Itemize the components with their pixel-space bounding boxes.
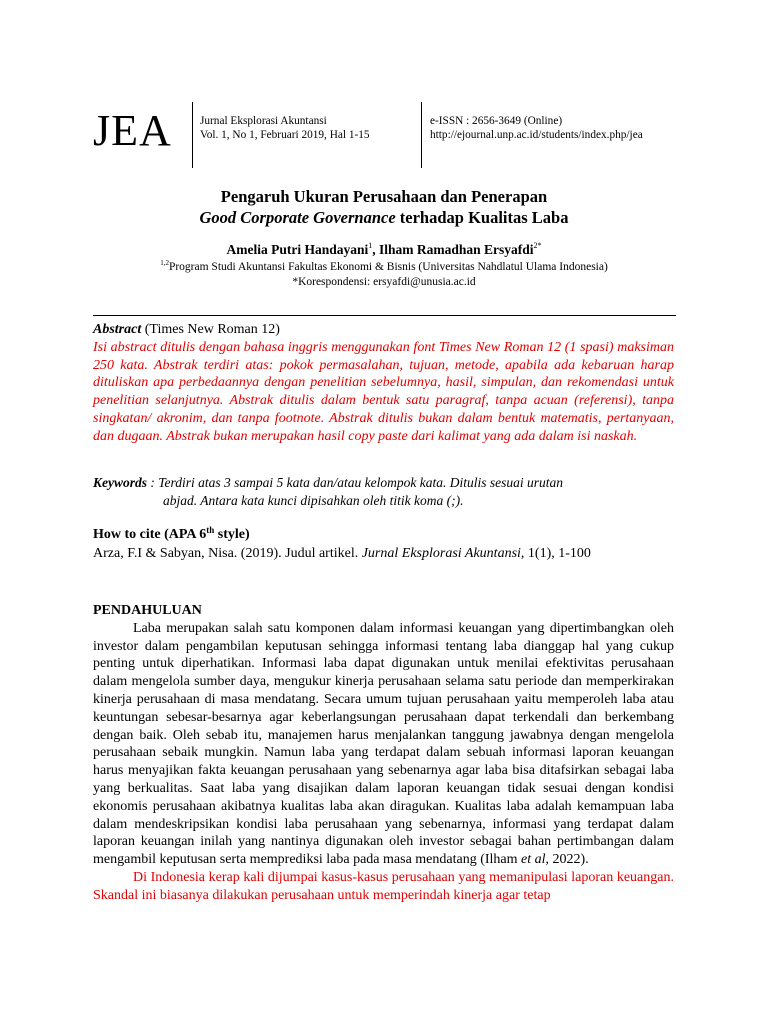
cite-reference	[93, 544, 693, 563]
journal-logo: JEA	[93, 106, 172, 155]
title-line-1: Pengaruh Ukuran Perusahaan dan Penerapan	[220, 187, 548, 206]
section-rule	[93, 315, 676, 316]
affiliation	[0, 260, 768, 275]
volume-info: Vol. 1, No 1, Februari 2019, Hal 1-15	[200, 129, 370, 141]
issn: e-ISSN : 2656-3649 (Online)	[430, 115, 563, 127]
section-heading: PENDAHULUAN	[93, 603, 202, 618]
journal-url[interactable]: http://ejournal.unp.ac.id/students/index.php/jea	[430, 129, 643, 141]
title-line-2-rest: terhadap Kualitas Laba	[395, 208, 569, 227]
cite-ref-journal: Jurnal Eksplorasi Akuntansi	[361, 546, 521, 561]
author-2-sup: 2*	[533, 241, 542, 250]
header-divider-right	[421, 102, 422, 168]
journal-name: Jurnal Eksplorasi Akuntansi	[200, 115, 327, 127]
title-italic-term: Good Corporate Governance	[199, 208, 396, 227]
author-1: Amelia Putri Handayani	[226, 242, 369, 257]
affiliation-sup: 1,2	[160, 259, 169, 267]
pendahuluan-section	[93, 602, 674, 905]
keywords-line-1	[93, 474, 638, 492]
header-divider-left	[192, 102, 193, 168]
cite-heading-post: style)	[214, 527, 250, 542]
paragraph-2: Di Indonesia kerap kali dijumpai kasus-kasus perusahaan yang memanipulasi laporan keuangan. Skandal ini biasanya dilakukan perusahaan untuk memperindah kinerja agar tetap	[93, 869, 674, 903]
abstract-text: Isi abstract ditulis dengan bahasa inggris menggunakan font Times New Roman 12 (1 spasi) maksiman 250 kata. Abstrak terdiri atas: pokok permasalahan, tujuan, metode, apabila ada kebaruan harap dituliskan apa perbedaannya dengan penelitian sebelumnya, hasil, simpulan, dan rekomendasi untuk penelitian selanjutnya. Abstrak ditulis dalam bentuk satu paragraf, tanpa acuan (referensi), tanpa singkatan/ akronim, dan tanpa footnote. Abstrak ditulis bukan dalam bentuk matematis, pertanyaan, dan dugaan. Abstrak bukan merupakan hasil copy paste dari kalimat yang ada dalam isi naskah.	[93, 339, 674, 444]
keywords-label: Keywords	[93, 475, 147, 490]
cite-ref-pre: Arza, F.I & Sabyan, Nisa. (2019). Judul artikel.	[93, 546, 362, 561]
cite-ref-post: , 1(1), 1-100	[520, 546, 591, 561]
author-1-sup: 1	[368, 241, 373, 250]
author-list	[0, 241, 768, 258]
paragraph-1	[93, 620, 674, 869]
keywords-line-2: abjad. Antara kata kunci dipisahkan oleh titik koma (;).	[163, 492, 464, 508]
title-line-2	[0, 207, 768, 228]
cite-heading	[93, 525, 693, 544]
abstract-label-note: (Times New Roman 12)	[141, 322, 280, 337]
abstract-label: Abstract	[93, 322, 142, 337]
correspondence: *Korespondensi: ersyafdi@unusia.ac.id	[292, 276, 476, 288]
paragraph-1-end: , 2022).	[545, 852, 589, 868]
author-2: Ilham Ramadhan Ersyafdi	[378, 242, 534, 257]
affiliation-text: Program Studi Akuntansi Fakultas Ekonomi & Bisnis (Universitas Nahdlatul Ulama Indonesia)	[168, 261, 608, 273]
author-separator: ,	[372, 242, 379, 257]
abstract-heading	[93, 321, 674, 339]
abstract-section	[93, 321, 674, 446]
paragraph-1-etal: et al	[521, 852, 546, 868]
paper-title	[0, 186, 768, 228]
keywords-section	[93, 474, 638, 510]
paragraph-1-text: Laba merupakan salah satu komponen dalam informasi keuangan yang dipertimbangkan oleh investor dalam pengambilan keputusan sehingga informasi tentang laba dianggap hal yang cukup penting untuk diperhatikan. Informasi laba dapat digunakan untuk menilai efektivitas perusahaan dalam mengelola sumber daya, mengukur kinerja perusahaan selama satu periode dan memperkirakan kinerja perusahaan di masa mendatang. Secara umum tujuan perusahaan yaitu memperoleh laba atau keuntungan sebesar-besarnya agar keberlangsungan perusahaan dapat terkendali dan berkembang dengan baik. Oleh sebab itu, manajemen harus menjalankan tanggung jawabnya dengan mengelola perusahaan sebaik mungkin. Namun laba yang terdapat dalam sebuah informasi laporan keuangan harus menyajikan fakta keuangan perusahaan yang sebenarnya agar laba bisa ditafsirkan sebagai laba yang berkualitas. Saat laba yang disajikan dalam laporan keuangan tidak sesuai dengan kondisi ekonomis perusahaan akibatnya kualitas laba akan diragukan. Kualitas laba adalah kemampuan laba dalam mendeskripsikan kondisi laba perusahaan yang sebenarnya, informasi yang terdapat dalam laporan keuangan inilah yang nantinya digunakan oleh investor sebagai bahan pertimbangan dalam mengambil keputusan serta memprediksi laba pada masa mendatang (Ilham	[93, 620, 674, 868]
cite-heading-sup: th	[206, 525, 215, 535]
affiliation-block	[0, 260, 768, 290]
cite-section	[93, 525, 693, 563]
cite-heading-pre: How to cite (APA 6	[93, 527, 207, 542]
keywords-text-1: : Terdiri atas 3 sampai 5 kata dan/atau kelompok kata. Ditulis sesuai urutan	[147, 475, 563, 490]
